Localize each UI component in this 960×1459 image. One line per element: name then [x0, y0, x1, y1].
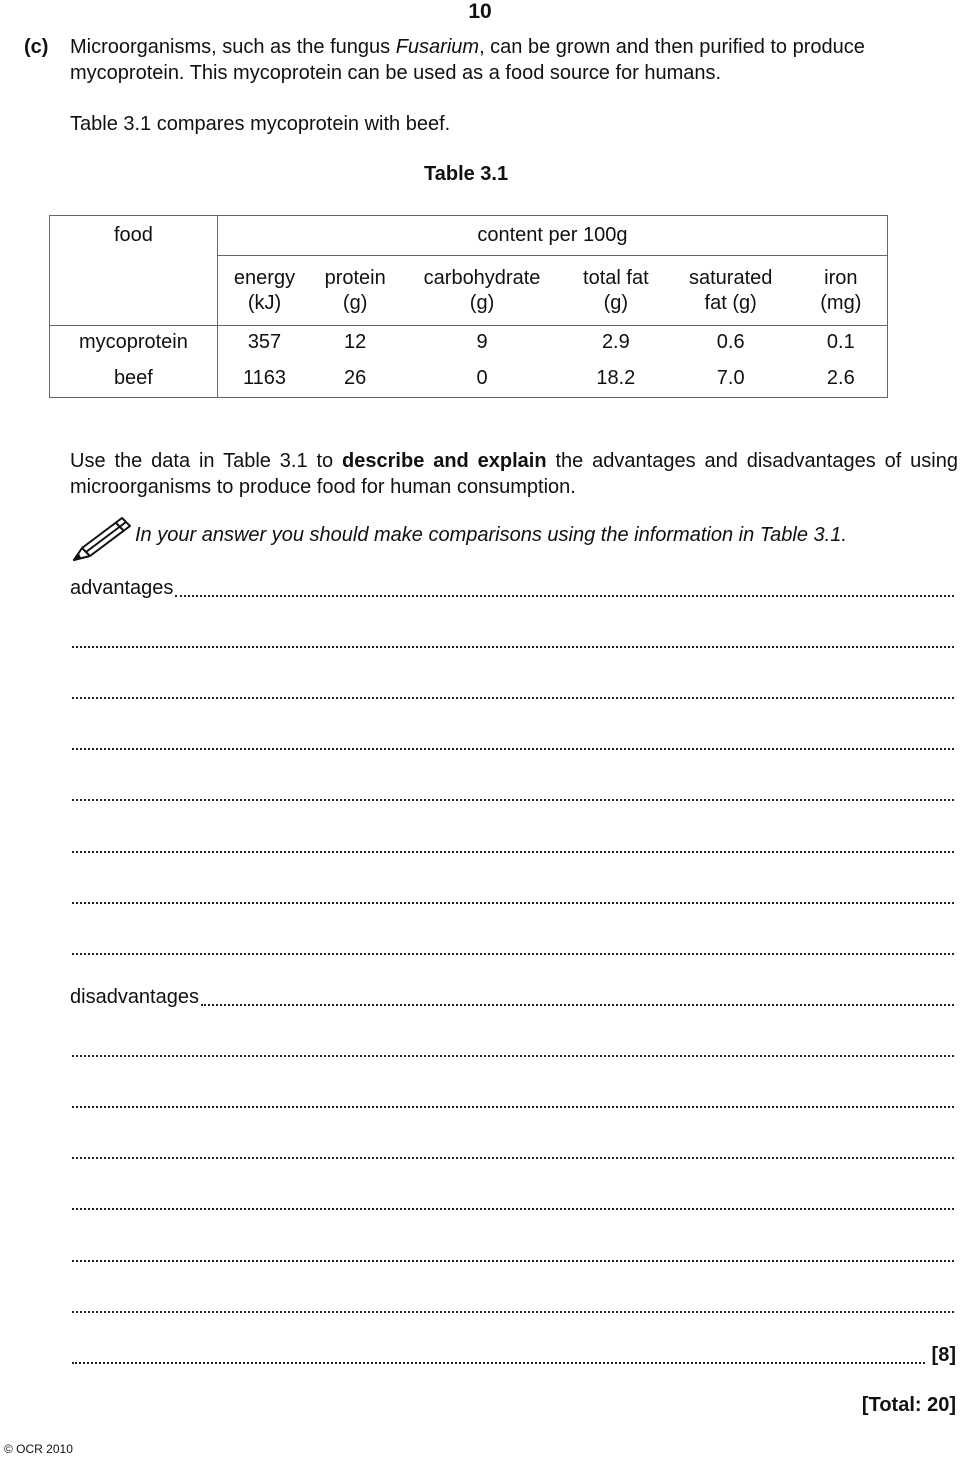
answer-line[interactable]	[70, 1036, 954, 1060]
question-text: Use the data in Table 3.1 to describe and explain the advantages and disadvantages of using microorganisms to produce food for human consumption.	[70, 450, 958, 498]
table-cell: 2.6	[795, 360, 888, 398]
row-label: mycoprotein	[50, 326, 218, 360]
question-label: (c)	[24, 36, 49, 58]
table-cell: 7.0	[667, 360, 795, 398]
table-cell: 9	[399, 326, 565, 360]
table-row	[50, 326, 888, 360]
table-cell: 0.1	[795, 326, 888, 360]
col-header-carbohydrate: carbohydrate (g)	[399, 256, 565, 326]
copyright-footer: © OCR 2010	[4, 1442, 73, 1456]
pencil-icon	[70, 512, 134, 569]
answer-line[interactable]	[70, 678, 954, 702]
answer-line[interactable]	[70, 1087, 954, 1111]
answer-line[interactable]	[70, 1189, 954, 1213]
instruction-note: In your answer you should make comparisons using the information in Table 3.1.	[135, 524, 847, 546]
content-group-header: content per 100g	[217, 216, 887, 256]
col-header-energy: energy (kJ)	[217, 256, 311, 326]
advantages-label: advantages	[70, 577, 174, 599]
answer-line[interactable]	[70, 1343, 925, 1367]
table-row	[50, 360, 888, 398]
food-header: food	[50, 216, 218, 256]
nutrition-table	[49, 215, 888, 398]
intro-line-3: Table 3.1 compares mycoprotein with beef.	[70, 113, 451, 135]
table-cell: 0	[399, 360, 565, 398]
answer-line[interactable]	[70, 1292, 954, 1316]
marks-label: [8]	[931, 1344, 956, 1366]
table-cell: 12	[311, 326, 399, 360]
answer-line[interactable]	[70, 1138, 954, 1162]
table-cell: 26	[311, 360, 399, 398]
dotted-line	[175, 595, 954, 597]
row-label: beef	[50, 360, 218, 398]
page-number: 10	[468, 0, 492, 23]
answer-line[interactable]	[70, 934, 954, 958]
command-words: describe and explain	[342, 450, 547, 472]
disadvantages-label: disadvantages	[70, 986, 199, 1008]
col-header-total-fat: total fat (g)	[565, 256, 667, 326]
table-cell: 2.9	[565, 326, 667, 360]
food-header-spacer	[50, 256, 218, 326]
intro-text: Microorganisms, such as the fungus	[70, 36, 396, 58]
intro-line-1	[70, 34, 865, 60]
total-marks: [Total: 20]	[861, 1394, 956, 1416]
table-cell: 1163	[217, 360, 311, 398]
intro-text-end: , can be grown and then purified to produce	[479, 36, 865, 58]
col-header-saturated-fat: saturated fat (g)	[667, 256, 795, 326]
col-header-protein: protein (g)	[311, 256, 399, 326]
answer-line[interactable]	[70, 1241, 954, 1265]
fusarium-term: Fusarium	[395, 36, 480, 58]
answer-line[interactable]	[70, 729, 954, 753]
table-title: Table 3.1	[424, 163, 509, 185]
answer-line[interactable]	[70, 780, 954, 804]
disadvantages-answer-line[interactable]	[70, 985, 954, 1009]
table-cell: 0.6	[667, 326, 795, 360]
advantages-answer-line[interactable]	[70, 576, 954, 600]
dotted-line	[201, 1004, 954, 1006]
intro-line-2: mycoprotein. This mycoprotein can be used as a food source for humans.	[70, 62, 722, 84]
answer-line[interactable]	[70, 832, 954, 856]
answer-line[interactable]	[70, 627, 954, 651]
col-header-iron: iron (mg)	[795, 256, 888, 326]
answer-line[interactable]	[70, 883, 954, 907]
table-cell: 18.2	[565, 360, 667, 398]
table-cell: 357	[217, 326, 311, 360]
